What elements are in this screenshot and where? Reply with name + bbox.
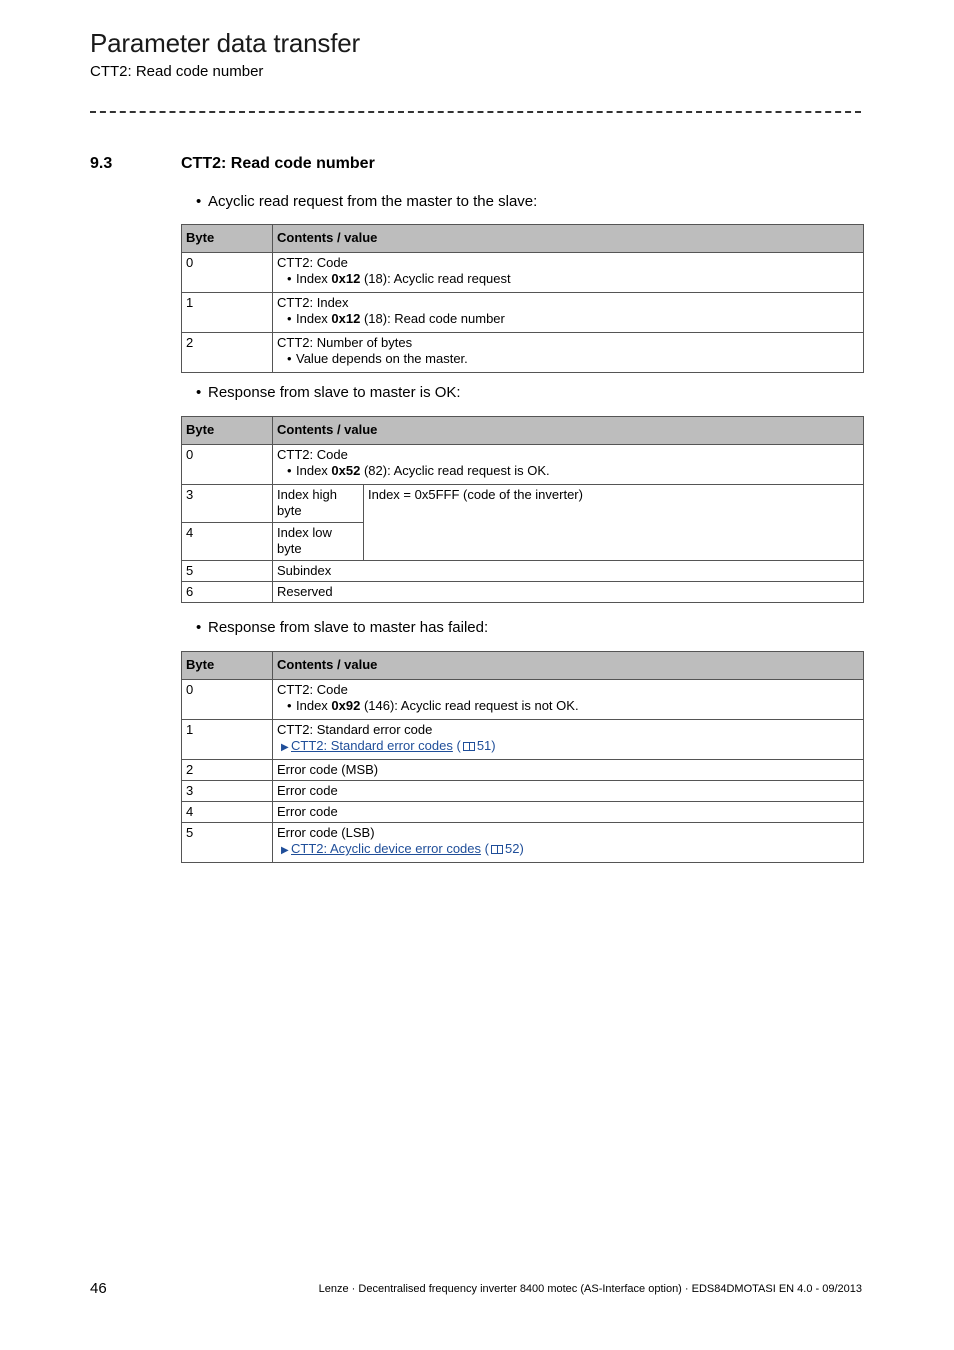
page-ref-52[interactable]: 52 [504,841,520,856]
bullet-intro-3: • Response from slave to master has failed: [196,619,489,636]
bullet-intro-2: • Response from slave to master is OK: [196,384,461,401]
link-acyclic-device-error-codes[interactable]: CTT2: Acyclic device error codes [291,841,482,856]
col-header-byte: Byte [182,225,273,253]
table-row: 0 CTT2: Code • Index 0x12 (18): Acyclic read request [182,253,864,293]
bullet-intro-1: • Acyclic read request from the master to the slave: [196,193,538,210]
col-header-byte: Byte [182,652,273,680]
book-icon [463,742,475,751]
table-row: 6 Reserved [182,582,864,603]
table-row: 1 CTT2: Index • Index 0x12 (18): Read code number [182,293,864,333]
page-title: Parameter data transfer [90,28,360,58]
table-row: 2 Error code (MSB) [182,760,864,781]
table-row: 2 CTT2: Number of bytes • Value depends on the master. [182,333,864,373]
arrow-right-icon: ▶ [281,845,289,856]
table-row: 0 CTT2: Code • Index 0x52 (82): Acyclic read request is OK. [182,445,864,485]
col-header-byte: Byte [182,417,273,445]
bullet-icon: • [196,384,202,401]
bullet-icon: • [196,619,202,636]
table-row: 5 Subindex [182,561,864,582]
link-standard-error-codes[interactable]: CTT2: Standard error codes [291,738,453,753]
table-read-request [181,224,864,373]
page-ref-51[interactable]: 51 [476,738,492,753]
page-number: 46 [90,1280,107,1297]
table-row: 4 Error code [182,802,864,823]
table-row: 1 CTT2: Standard error code ▶ CTT2: Standard error codes ( 51) [182,720,864,760]
arrow-right-icon: ▶ [281,742,289,753]
col-header-contents: Contents / value [273,652,864,680]
header-divider [90,111,861,114]
table-row: 5 Error code (LSB) ▶ CTT2: Acyclic device error codes ( 52) [182,823,864,863]
table-row: 3 Index high byte Index = 0x5FFF (code of the inverter) [182,485,864,523]
col-header-contents: Contents / value [273,417,864,445]
footer-text: Lenze · Decentralised frequency inverter 8400 motec (AS-Interface option) · EDS84DMOTASI EN 4.0 - 09/2013 [318,1283,862,1295]
table-response-failed [181,651,864,863]
page-subtitle: CTT2: Read code number [90,63,264,80]
col-header-contents: Contents / value [273,225,864,253]
bullet-icon: • [196,193,202,210]
table-row: 0 CTT2: Code • Index 0x92 (146): Acyclic read request is not OK. [182,680,864,720]
table-row: 3 Error code [182,781,864,802]
table-response-ok [181,416,864,603]
section-title: CTT2: Read code number [181,155,375,172]
section-number: 9.3 [90,155,113,172]
table-row: 4 Index low byte [182,523,864,561]
book-icon [491,845,503,854]
